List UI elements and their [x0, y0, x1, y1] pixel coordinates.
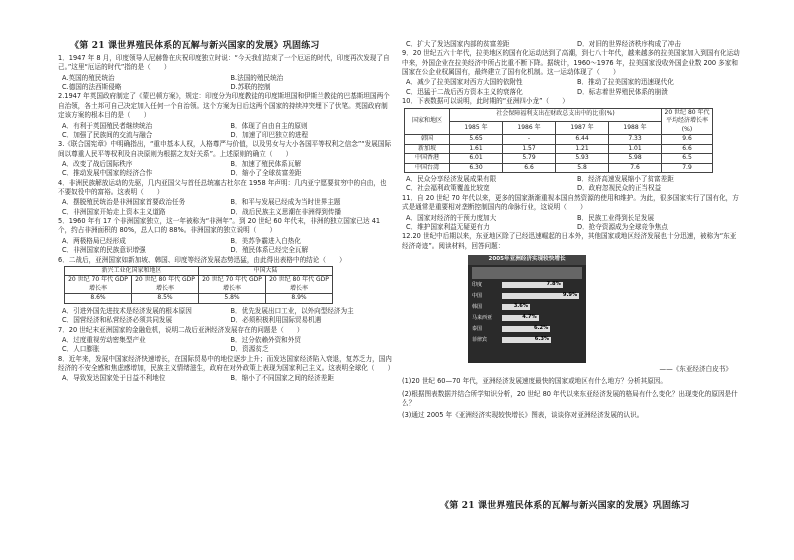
- table-row: [405, 135, 713, 145]
- chart-bar: [502, 282, 563, 288]
- table-cell: 5.79: [503, 154, 556, 164]
- table-header: 社会保障福利支出在财政总支出中的比重(%): [450, 108, 662, 121]
- chart-bar-row: [472, 303, 582, 312]
- table-cell: -: [503, 135, 556, 145]
- table-year: 1985 年: [450, 121, 503, 134]
- option: B．缩小了不同国家之间的经济差距: [230, 374, 334, 383]
- row-name: 中国香港: [405, 154, 450, 164]
- options-grid: [402, 78, 742, 97]
- option: D．缩小了全球贫富差距: [230, 169, 302, 178]
- chart-banner: [472, 267, 582, 279]
- table-cell: 8.9%: [266, 294, 333, 304]
- gdp-table: [64, 266, 333, 304]
- option: D．殖民体系已经完全瓦解: [230, 246, 309, 255]
- question-stem: 2.1947 年英国政府制定了《蒙巴顿方案》，规定：印度分为印度教徒的印度斯坦国和伊斯兰教徒的巴基斯坦国两个自治领，各土邦可自己决定加入任何一个自治领。这个方案为日后这两个国家的持续冲突埋下了伏笔。英国政府制定该方案的根本目的是（ ）: [58, 92, 390, 120]
- options-grid: [402, 40, 742, 49]
- chart-category-label: 菲律宾: [472, 336, 488, 343]
- options-grid: [58, 198, 393, 217]
- table-cell: 1.61: [450, 144, 503, 154]
- option: C．国营经济和私营经济必须共同发展: [62, 316, 173, 325]
- chart-bar: [502, 315, 539, 321]
- option: C．人口膨胀: [62, 345, 100, 354]
- table-header: 20 世纪 80 年代 GDP 增长率: [132, 276, 199, 294]
- chart-category-label: 泰国: [472, 325, 483, 332]
- table-header: 20 世纪 70 年代 GDP 增长率: [65, 276, 132, 294]
- option: B．和平与发展已经成为当时世界主题: [230, 198, 341, 207]
- option: B．推动了拉美国家的迅速现代化: [577, 78, 674, 87]
- question-stem: 6．二战后，亚洲国家如新加坡、韩国、印度等经济发展态势迅猛，由此得出表格中的结论（ ）: [58, 255, 346, 264]
- table-cell: 6.44: [556, 135, 609, 145]
- row-name: 新加坡: [405, 144, 450, 154]
- option: D．标志着世界殖民体系的崩溃: [577, 87, 668, 96]
- question-stem: 12.20 世纪中后期以来，东亚地区除了已经迅速崛起的日本外，其他国家或地区经济发展也十分迅速，被称为“东亚经济奇迹”。阅读材料，回答问题：: [402, 232, 737, 250]
- table-row: [405, 144, 713, 154]
- option: A．减少了拉美国家对西方大国的依附性: [406, 78, 523, 87]
- table-year: 1986 年: [503, 121, 556, 134]
- option: C．非洲国家开始走上资本主义道路: [62, 207, 166, 216]
- table-row: [405, 154, 713, 164]
- option: D．抢夺资源成为全球竞争焦点: [577, 222, 668, 231]
- chart-data-label: 7.8%: [546, 281, 561, 288]
- option: D．加速了印巴独立的进程: [230, 130, 309, 139]
- options-grid: [58, 74, 393, 93]
- option: A．国家对经济的干预力度加大: [406, 213, 497, 222]
- table-group-header: 新兴工业化国家和地区: [65, 266, 199, 276]
- table-cell: 7.9: [662, 163, 713, 173]
- option: A．引进外国先进技术是经济发展的根本原因: [62, 306, 192, 315]
- sub-question: (1)20 世纪 60—70 年代，亚洲经济发展速度最快的国家或地区有什么地方？分析其原因。: [402, 377, 667, 386]
- table-cell: 6.01: [450, 154, 503, 164]
- option: C．社会福利政策覆盖比较宽: [406, 184, 490, 193]
- table-cell: 1.57: [503, 144, 556, 154]
- right-column: [402, 40, 742, 422]
- option: D．政府忽视民众的正当权益: [577, 184, 662, 193]
- table-row: [405, 163, 713, 173]
- chart-bar-row: [472, 336, 582, 345]
- table-cell: 7.33: [609, 135, 662, 145]
- chart-data-label: 3.6%: [513, 303, 529, 310]
- chart-title: 2005年亚洲经济实现较快增长: [468, 255, 586, 265]
- chart-category-label: 韩国: [472, 303, 483, 310]
- question-stem: 11．自 20 世纪 70 年代以来，更多的国家渐渐重视本国自然资源的使用和维护。为此，很多国家实行了国有化，方式是通常是重要相对垄断控制国内的命脉行业，这说明（ ）: [402, 193, 739, 212]
- option: D．必须积极利用国际贸易机遇: [230, 316, 322, 325]
- table-header: 国家和地区: [405, 108, 450, 135]
- table-cell: 1.21: [556, 144, 609, 154]
- row-name: 韩国: [405, 135, 450, 145]
- table-header: 20 世纪 70 年代 GDP 增长率: [199, 276, 266, 294]
- table-header: 20 世纪 80 年代 GDP 增长率: [266, 276, 333, 294]
- chart-category-label: 马来西亚: [472, 314, 493, 321]
- table-cell: 6.6: [503, 163, 556, 173]
- sub-question: (2)根据图表数据并结合所学知识分析，20 世纪 80 年代以来东亚经济发展的格局有什么变化？出现变化的原因是什么？: [402, 389, 738, 408]
- welfare-table: [404, 108, 713, 174]
- option: B.法国的殖民统治: [230, 73, 284, 82]
- row-name: 中国台湾: [405, 163, 450, 173]
- table-cell: 5.8: [556, 163, 609, 173]
- options-grid: [58, 160, 393, 179]
- option: D．对旧的世界经济秩序构成了冲击: [577, 40, 681, 48]
- chart-bar: [502, 326, 550, 332]
- table-cell: 5.8%: [199, 294, 266, 304]
- option: A.英国的殖民统治: [62, 73, 115, 82]
- table-cell: 6.30: [450, 163, 503, 173]
- chart-data-label: 4.7%: [522, 314, 537, 321]
- table-cell: 1.01: [609, 144, 662, 154]
- page-title: 《第 21 课世界殖民体系的瓦解与新兴国家的发展》巩固练习: [70, 41, 320, 51]
- question-stem: 5．1960 年有 17 个非洲国家独立，这一年被称为“非洲年”。到 20 世纪 60 年代末，非洲的独立国家已达 41 个，约占非洲面积的 80%，总人口的 88%。非洲国家的独立说明（ ）: [58, 217, 381, 235]
- table-cell: 5.93: [556, 154, 609, 164]
- chart-category-label: 印度: [472, 281, 483, 288]
- chart-bar: [502, 304, 530, 310]
- option: D．战后民族主义思潮在非洲得到传播: [230, 207, 342, 216]
- table-year: 1987 年: [556, 121, 609, 134]
- left-column: [58, 54, 393, 384]
- option: A．改变了战后国际秩序: [62, 159, 133, 168]
- option: B．民族工业得到长足发展: [577, 213, 655, 222]
- table-cell: 6.6: [662, 144, 713, 154]
- option: C．非洲国家的民族意识增强: [62, 246, 146, 255]
- chart-bar-row: [472, 292, 582, 301]
- table-cell: 6.5: [662, 154, 713, 164]
- table-group-header: 中国大陆: [199, 266, 333, 276]
- chart-bar-row: [472, 281, 582, 290]
- table-header: 20 世纪 80 年代平均经济增长率(%): [662, 108, 713, 135]
- option: B．经济高速发展缩小了贫富差距: [577, 175, 674, 184]
- table-cell: 5.65: [450, 135, 503, 145]
- chart-data-label: 6.3%: [534, 336, 550, 343]
- options-grid: [402, 214, 742, 233]
- option: B．过分依赖外资和外贸: [230, 336, 301, 345]
- table-cell: 7.6: [609, 163, 662, 173]
- chart-data-label: 9.9%: [562, 292, 578, 299]
- option: A．有利于英国殖民者继续统治: [62, 121, 153, 130]
- option: A．过度重视劳动密集型产业: [62, 336, 146, 345]
- footer-title: 《第 21 课世界殖民体系的瓦解与新兴国家的发展》巩固练习: [440, 501, 690, 511]
- option: B．优先发展出口工业，以外向型经济为主: [230, 306, 354, 315]
- question-stem: 4．非洲民族解放运动的先驱，几内亚国父与首任总统塞古杜尔在 1958 年声明：几内亚宁愿要贫穷中的自由，也不要奴役中的富裕。这表明（ ）: [58, 178, 387, 197]
- chart-bar: [502, 337, 551, 343]
- option: A．两极格局已经形成: [62, 236, 126, 245]
- growth-chart: [468, 255, 586, 363]
- question-stem: 10．下表数据可以说明，此时期的“亚洲四小龙”（ ）: [402, 97, 569, 106]
- option: C．推动发展中国家的经济合作: [62, 169, 153, 178]
- option: B．美苏争霸进入白热化: [230, 236, 301, 245]
- table-cell: 5.98: [609, 154, 662, 164]
- options-grid: [58, 374, 393, 383]
- options-grid: [58, 336, 393, 355]
- option: D.苏联的控制: [230, 83, 271, 92]
- chart-bar-row: [472, 325, 582, 334]
- option: C．加强了民族间的交流与融合: [62, 130, 153, 139]
- question-stem: 1．1947 年 8 月，印度领导人尼赫鲁在庆祝印度独立时说：“今天我们结束了一个厄运的时代，印度再次发现了自己。”这里“厄运的时代”指的是（ ）: [58, 54, 390, 72]
- chart-source: ——《东亚经济白皮书》: [659, 365, 732, 373]
- chart-bar-row: [472, 314, 582, 323]
- option: C．扩大了发达国家内部的贫富差距: [406, 40, 510, 48]
- options-grid: [58, 307, 393, 326]
- option: A．摆脱殖民统治是非洲国家首要政治任务: [62, 198, 186, 207]
- table-cell: 9.6: [662, 135, 713, 145]
- options-grid: [58, 122, 393, 141]
- table-cell: 8.5%: [132, 294, 199, 304]
- table-cell: 8.6%: [65, 294, 132, 304]
- question-stem: 9．20 世纪五六十年代，拉美地区的国有化运动达到了高潮，到七八十年代，越来越多的拉美国家加入到国有化运动中来，外国企业在拉美经济中所占比重不断下降。据统计，1960～1976 年，拉美国家没收外国企业数 200 多家和国家在公企业权属国有，最终建立了国有化机制。这一运动体现了（ ）: [402, 49, 740, 77]
- option: A．民众分享经济发展成果有限: [406, 175, 497, 184]
- chart-data-label: 6.2%: [533, 325, 549, 332]
- option: B．体现了自由自主的原则: [230, 121, 308, 130]
- options-grid: [402, 175, 742, 194]
- question-stem: 3.《联合国宪章》中明确指出，“重申基本人权，人格尊严与价值，以及男女与大小各国平等权利之信念”“发展国际间以尊重人民平等权利及自决原则为根据之友好关系”。上述原则的确立（ ）: [58, 140, 392, 158]
- sub-question: (3)通过 2005 年《亚洲经济实现较快增长》图表，谈谈你对亚洲经济发展的认识。: [402, 411, 644, 420]
- options-grid: [58, 237, 393, 256]
- option: A．导致发达国家处于日益不利地位: [62, 374, 166, 383]
- option: B．加速了殖民体系瓦解: [230, 159, 301, 168]
- table-year: 1988 年: [609, 121, 662, 134]
- chart-bar: [502, 293, 579, 299]
- question-stem: 7．20 世纪末亚洲国家的金融危机，说明二战后亚洲经济发展存在的问题是（ ）: [58, 325, 304, 334]
- question-stem: 8．近年来，发展中国家经济快速增长，在国际贸易中的地位逐步上升；而发达国家经济陷入衰退，复苏乏力，国内经济的不安全感和焦虑感增加，民族主义情绪滋生，政府在对外政策上表现为国家利己主义。这表明全球化（ ）: [58, 354, 395, 373]
- option: D．资源贫乏: [230, 345, 269, 354]
- option: C．迅猛于二战后西方资本主义的衰落化: [406, 87, 523, 96]
- option: C.德国的法西斯侵略: [62, 83, 122, 92]
- option: C．维护国家利益无疑更有力: [406, 222, 490, 231]
- chart-category-label: 中国: [472, 292, 483, 299]
